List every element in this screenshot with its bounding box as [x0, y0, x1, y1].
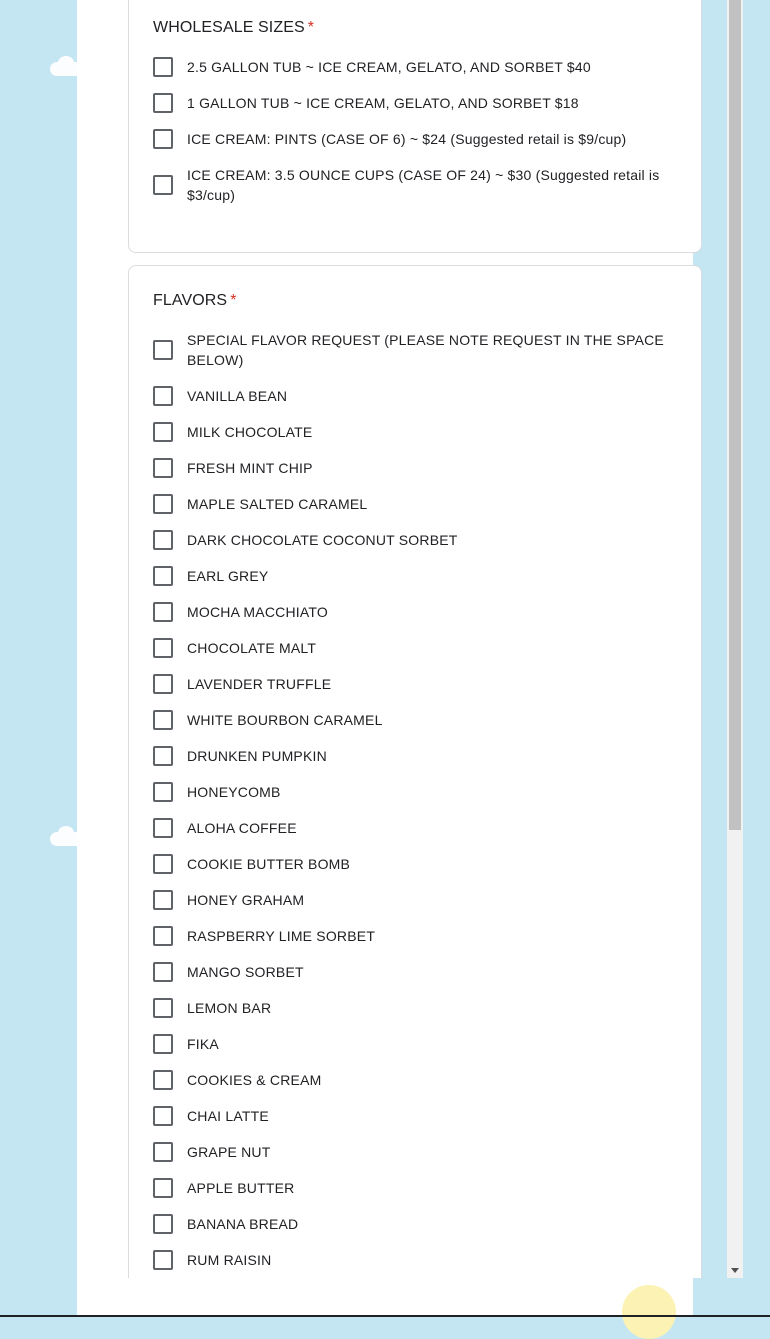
checkbox-label: DRUNKEN PUMPKIN [187, 748, 327, 764]
checkbox-icon[interactable] [153, 422, 173, 442]
checkbox-icon[interactable] [153, 602, 173, 622]
checkbox-list [153, 330, 677, 1270]
checkbox-icon[interactable] [153, 926, 173, 946]
checkbox-label: CHOCOLATE MALT [187, 640, 317, 656]
checkbox-option[interactable] [153, 638, 677, 658]
required-asterisk: * [230, 292, 237, 309]
checkbox-icon[interactable] [153, 93, 173, 113]
checkbox-label: 1 GALLON TUB ~ ICE CREAM, GELATO, AND SORBET $18 [187, 95, 579, 111]
checkbox-icon[interactable] [153, 494, 173, 514]
checkbox-label: EARL GREY [187, 568, 269, 584]
checkbox-label: 2.5 GALLON TUB ~ ICE CREAM, GELATO, AND SORBET $40 [187, 59, 591, 75]
checkbox-option[interactable] [153, 165, 677, 205]
checkbox-label: COOKIE BUTTER BOMB [187, 856, 351, 872]
checkbox-option[interactable] [153, 1250, 677, 1270]
checkbox-icon[interactable] [153, 57, 173, 77]
checkbox-option[interactable] [153, 962, 677, 982]
chevron-down-icon[interactable] [731, 1268, 739, 1273]
checkbox-option[interactable] [153, 998, 677, 1018]
checkbox-icon[interactable] [153, 710, 173, 730]
form-frame [77, 0, 743, 1278]
scrollbar[interactable] [727, 0, 743, 1278]
checkbox-option[interactable] [153, 1178, 677, 1198]
question-title: WHOLESALE SIZES * [153, 19, 315, 36]
checkbox-icon[interactable] [153, 129, 173, 149]
checkbox-option[interactable] [153, 602, 677, 622]
checkbox-option[interactable] [153, 566, 677, 586]
checkbox-option[interactable] [153, 782, 677, 802]
checkbox-option[interactable] [153, 494, 677, 514]
checkbox-label: SPECIAL FLAVOR REQUEST (PLEASE NOTE REQUEST IN THE SPACE BELOW) [187, 332, 664, 368]
checkbox-label: FRESH MINT CHIP [187, 460, 313, 476]
checkbox-icon[interactable] [153, 566, 173, 586]
checkbox-icon[interactable] [153, 458, 173, 478]
checkbox-label: CHAI LATTE [187, 1108, 269, 1124]
checkbox-icon[interactable] [153, 1250, 173, 1270]
checkbox-label: GRAPE NUT [187, 1144, 271, 1160]
checkbox-icon[interactable] [153, 1034, 173, 1054]
checkbox-icon[interactable] [153, 1142, 173, 1162]
checkbox-option[interactable] [153, 746, 677, 766]
checkbox-label: MOCHA MACCHIATO [187, 604, 328, 620]
checkbox-option[interactable] [153, 1142, 677, 1162]
checkbox-icon[interactable] [153, 746, 173, 766]
checkbox-option[interactable] [153, 710, 677, 730]
checkbox-icon[interactable] [153, 386, 173, 406]
checkbox-label: LAVENDER TRUFFLE [187, 676, 332, 692]
checkbox-label: COOKIES & CREAM [187, 1072, 322, 1088]
checkbox-icon[interactable] [153, 782, 173, 802]
checkbox-label: APPLE BUTTER [187, 1180, 295, 1196]
checkbox-icon[interactable] [153, 854, 173, 874]
checkbox-icon[interactable] [153, 1214, 173, 1234]
checkbox-option[interactable] [153, 890, 677, 910]
checkbox-label: BANANA BREAD [187, 1216, 299, 1232]
required-asterisk: * [307, 19, 315, 36]
checkbox-label: HONEYCOMB [187, 784, 281, 800]
checkbox-icon[interactable] [153, 530, 173, 550]
checkbox-label: HONEY GRAHAM [187, 892, 305, 908]
checkbox-option[interactable] [153, 1070, 677, 1090]
checkbox-label: RASPBERRY LIME SORBET [187, 928, 376, 944]
checkbox-label: FIKA [187, 1036, 219, 1052]
checkbox-label: MANGO SORBET [187, 964, 304, 980]
checkbox-icon[interactable] [153, 890, 173, 910]
checkbox-label: ALOHA COFFEE [187, 820, 297, 836]
checkbox-option[interactable] [153, 386, 677, 406]
checkbox-option[interactable] [153, 926, 677, 946]
checkbox-option[interactable] [153, 530, 677, 550]
checkbox-option[interactable] [153, 422, 677, 442]
checkbox-list [153, 57, 677, 205]
checkbox-option[interactable] [153, 674, 677, 694]
checkbox-icon[interactable] [153, 175, 173, 195]
checkbox-label: WHITE BOURBON CARAMEL [187, 712, 383, 728]
checkbox-option[interactable] [153, 129, 677, 149]
checkbox-icon[interactable] [153, 962, 173, 982]
checkbox-label: ICE CREAM: PINTS (CASE OF 6) ~ $24 (Suggested retail is $9/cup) [187, 131, 627, 147]
checkbox-option[interactable] [153, 93, 677, 113]
checkbox-icon[interactable] [153, 1178, 173, 1198]
checkbox-icon[interactable] [153, 998, 173, 1018]
checkbox-icon[interactable] [153, 1106, 173, 1126]
checkbox-icon[interactable] [153, 638, 173, 658]
checkbox-option[interactable] [153, 1034, 677, 1054]
scrollbar-thumb[interactable] [729, 0, 741, 830]
checkbox-option[interactable] [153, 458, 677, 478]
checkbox-label: ICE CREAM: 3.5 OUNCE CUPS (CASE OF 24) ~ $30 (Suggested retail is $3/cup) [187, 167, 660, 203]
checkbox-label: MILK CHOCOLATE [187, 424, 313, 440]
checkbox-label: VANILLA BEAN [187, 388, 288, 404]
checkbox-icon[interactable] [153, 340, 173, 360]
checkbox-icon[interactable] [153, 674, 173, 694]
checkbox-label: DARK CHOCOLATE COCONUT SORBET [187, 532, 458, 548]
checkbox-icon[interactable] [153, 1070, 173, 1090]
checkbox-option[interactable] [153, 1214, 677, 1234]
checkbox-option[interactable] [153, 818, 677, 838]
checkbox-icon[interactable] [153, 818, 173, 838]
checkbox-option[interactable] [153, 330, 677, 370]
wholesale-sizes-question [128, 0, 702, 253]
checkbox-label: LEMON BAR [187, 1000, 272, 1016]
checkbox-option[interactable] [153, 854, 677, 874]
yellow-circle-decoration [622, 1285, 676, 1339]
checkbox-option[interactable] [153, 1106, 677, 1126]
checkbox-option[interactable] [153, 57, 677, 77]
flavors-question [128, 265, 702, 1278]
checkbox-label: MAPLE SALTED CARAMEL [187, 496, 368, 512]
checkbox-label: RUM RAISIN [187, 1252, 272, 1268]
question-title: FLAVORS * [153, 292, 237, 309]
